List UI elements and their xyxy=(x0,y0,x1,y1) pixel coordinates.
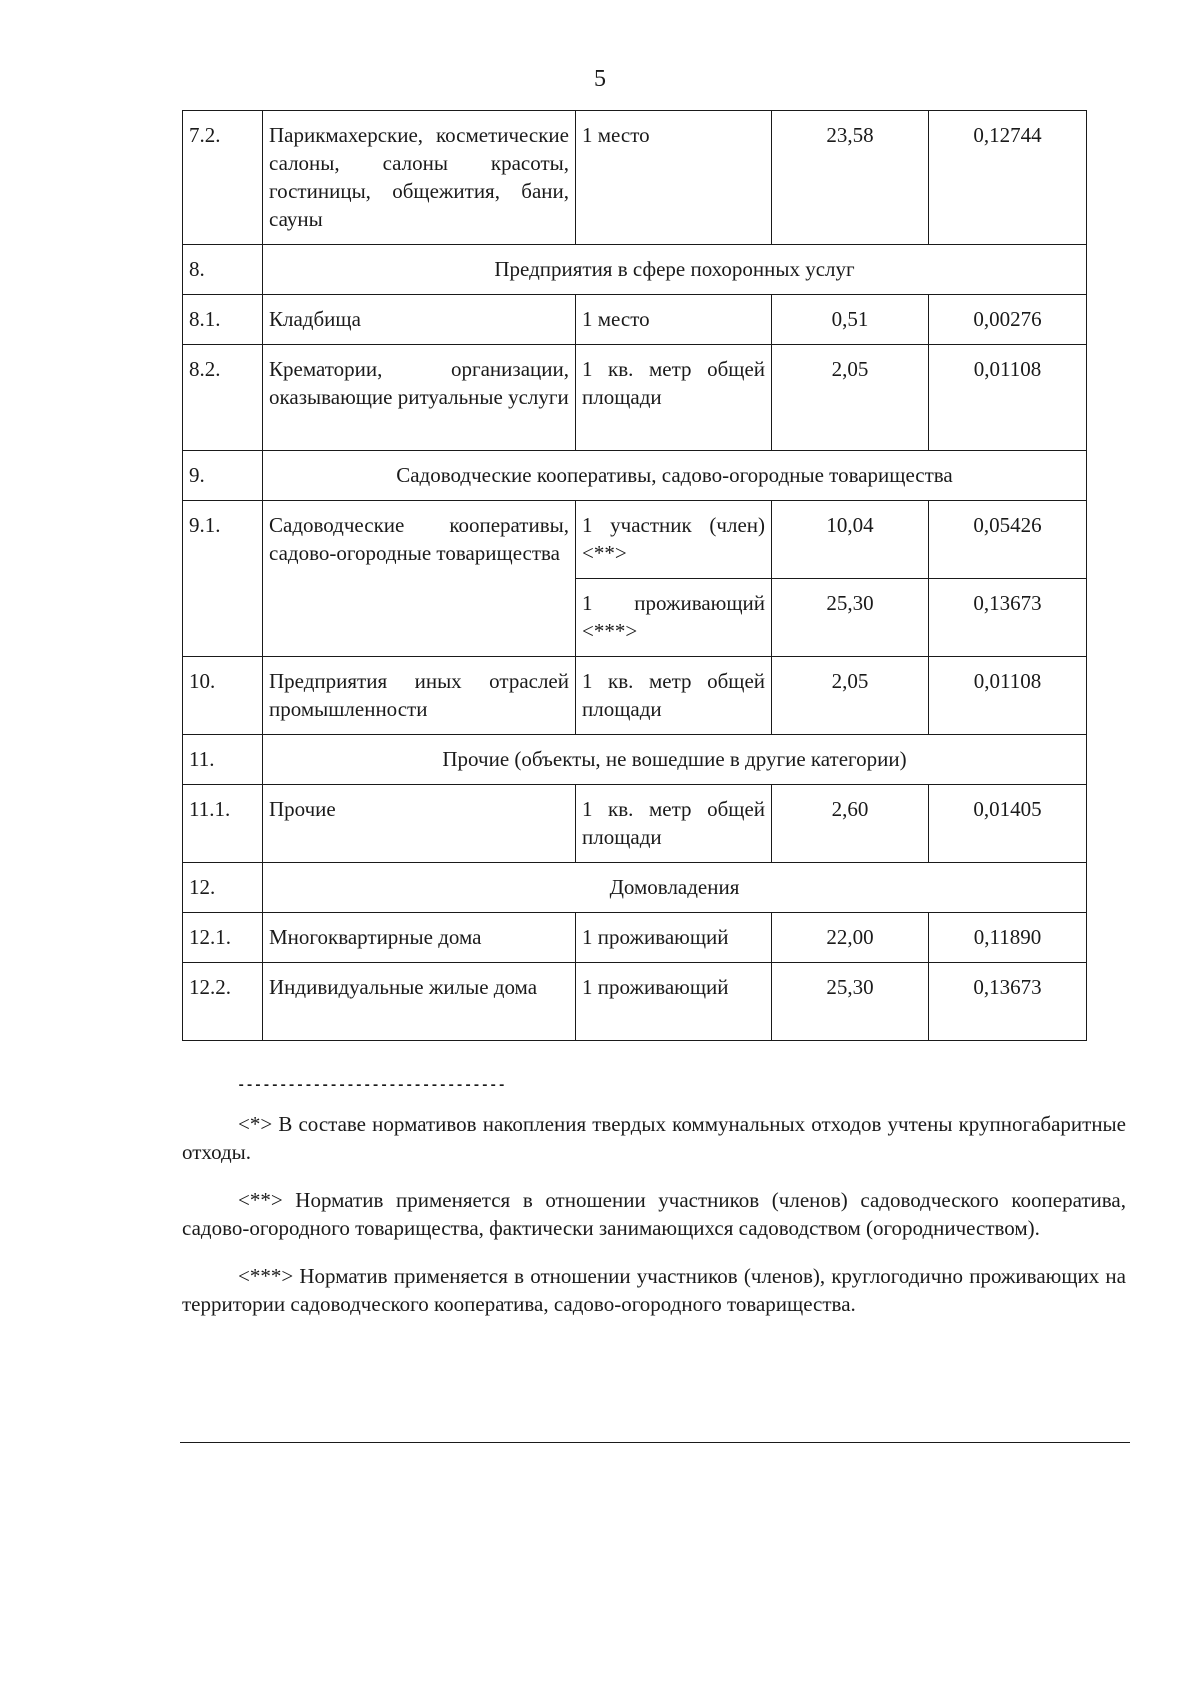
calculation-unit: 1 кв. метр общей площади xyxy=(576,785,772,863)
norm-value-1: 2,05 xyxy=(772,345,929,451)
table-row xyxy=(183,913,1087,963)
table-row xyxy=(183,501,1087,579)
norm-value-2: 0,13673 xyxy=(929,579,1087,657)
footnote-separator: -------------------------------- xyxy=(237,1078,506,1094)
norm-value-2: 0,01405 xyxy=(929,785,1087,863)
section-title: Предприятия в сфере похоронных услуг xyxy=(263,245,1087,295)
category-name: Парикмахерские, косметические салоны, салоны красоты, гостиницы, общежития, бани, сауны xyxy=(263,111,576,245)
norm-value-1: 25,30 xyxy=(772,579,929,657)
norms-table xyxy=(182,110,1087,1041)
table-row xyxy=(183,345,1087,451)
table-row xyxy=(183,295,1087,345)
calculation-unit: 1 проживающий xyxy=(576,913,772,963)
table-row xyxy=(183,657,1087,735)
norm-value-1: 0,51 xyxy=(772,295,929,345)
calculation-unit: 1 кв. метр общей площади xyxy=(576,345,772,451)
section-number: 8. xyxy=(183,245,263,295)
section-title: Домовладения xyxy=(263,863,1087,913)
norm-value-1: 25,30 xyxy=(772,963,929,1041)
calculation-unit: 1 кв. метр общей площади xyxy=(576,657,772,735)
norm-value-2: 0,01108 xyxy=(929,657,1087,735)
row-number: 10. xyxy=(183,657,263,735)
norm-value-2: 0,12744 xyxy=(929,111,1087,245)
category-name: Кладбища xyxy=(263,295,576,345)
footnote-1: <*> В составе нормативов накопления твердых коммунальных отходов учтены крупногабаритные отходы. xyxy=(182,1112,1126,1164)
category-name: Предприятия иных отраслей промышленности xyxy=(263,657,576,735)
row-number: 9.1. xyxy=(183,501,263,657)
row-number: 7.2. xyxy=(183,111,263,245)
norm-value-2: 0,05426 xyxy=(929,501,1087,579)
category-name: Многоквартирные дома xyxy=(263,913,576,963)
row-number: 11.1. xyxy=(183,785,263,863)
row-number: 8.1. xyxy=(183,295,263,345)
bottom-rule xyxy=(180,1442,1130,1443)
category-name: Садоводческие кооперативы, садово-огородные товарищества xyxy=(263,501,576,657)
norm-value-2: 0,11890 xyxy=(929,913,1087,963)
norm-value-2: 0,01108 xyxy=(929,345,1087,451)
table-row xyxy=(183,963,1087,1041)
footnotes xyxy=(182,1110,1126,1338)
norm-value-1: 2,05 xyxy=(772,657,929,735)
section-row xyxy=(183,863,1087,913)
category-name: Крематории, организации, оказывающие ритуальные услуги xyxy=(263,345,576,451)
row-number: 8.2. xyxy=(183,345,263,451)
calculation-unit: 1 участник (член) <**> xyxy=(576,501,772,579)
section-title: Прочие (объекты, не вошедшие в другие категории) xyxy=(263,735,1087,785)
table-row xyxy=(183,111,1087,245)
calculation-unit: 1 место xyxy=(576,295,772,345)
section-number: 11. xyxy=(183,735,263,785)
table-row xyxy=(183,785,1087,863)
norm-value-1: 10,04 xyxy=(772,501,929,579)
section-number: 12. xyxy=(183,863,263,913)
norm-value-1: 2,60 xyxy=(772,785,929,863)
norm-value-2: 0,00276 xyxy=(929,295,1087,345)
page-number: 5 xyxy=(594,66,606,92)
row-number: 12.2. xyxy=(183,963,263,1041)
calculation-unit: 1 проживающий <***> xyxy=(576,579,772,657)
norm-value-2: 0,13673 xyxy=(929,963,1087,1041)
section-number: 9. xyxy=(183,451,263,501)
section-row xyxy=(183,735,1087,785)
calculation-unit: 1 место xyxy=(576,111,772,245)
norm-value-1: 23,58 xyxy=(772,111,929,245)
category-name: Индивидуальные жилые дома xyxy=(263,963,576,1041)
category-name: Прочие xyxy=(263,785,576,863)
footnote-3: <***> Норматив применяется в отношении участников (членов), круглогодично проживающих на территории садоводческого кооператива, садово-огородного товарищества. xyxy=(182,1264,1126,1316)
norm-value-1: 22,00 xyxy=(772,913,929,963)
section-row xyxy=(183,451,1087,501)
section-title: Садоводческие кооперативы, садово-огородные товарищества xyxy=(263,451,1087,501)
calculation-unit: 1 проживающий xyxy=(576,963,772,1041)
footnote-2: <**> Норматив применяется в отношении участников (членов) садоводческого кооператива, садово-огородного товарищества, фактически занимающихся садоводством (огородничеством). xyxy=(182,1188,1126,1240)
section-row xyxy=(183,245,1087,295)
row-number: 12.1. xyxy=(183,913,263,963)
